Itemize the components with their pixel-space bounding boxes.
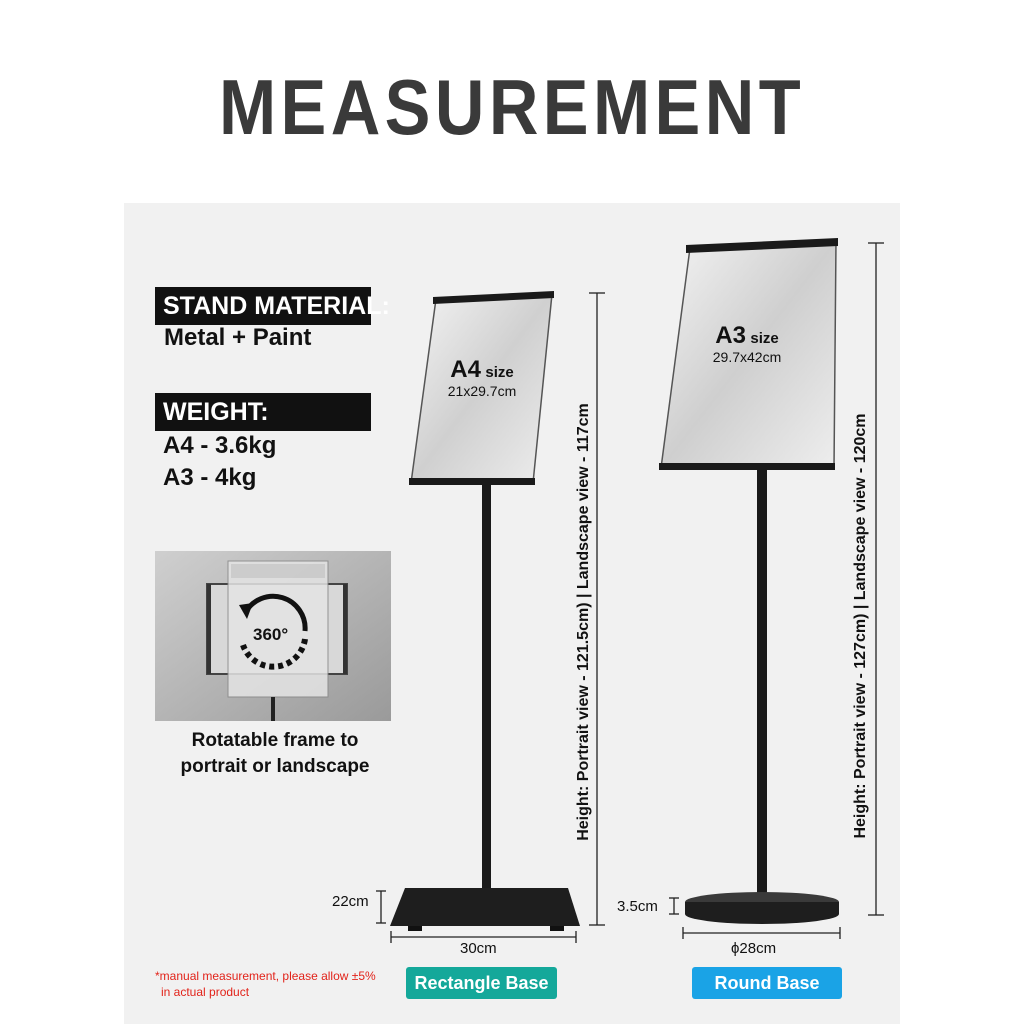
a3-height-label: Height: Portrait view - 127cm) | Landscape view - 120cm <box>852 413 869 839</box>
a3-frame-bottom-bar <box>659 463 835 470</box>
measurement-note <box>155 968 376 1000</box>
rotation-caption-line1: Rotatable frame to <box>191 730 359 751</box>
a4-size-big: A4 <box>450 356 481 383</box>
a4-size-dims: 21x29.7cm <box>447 383 517 399</box>
a4-size-small: size <box>485 364 514 381</box>
a4-rectangle-base <box>390 888 580 926</box>
rotation-badge: 360° <box>253 625 289 644</box>
a3-size-small: size <box>750 330 779 347</box>
a3-size-dims: 29.7x42cm <box>712 349 782 365</box>
material-value: Metal + Paint <box>164 324 312 351</box>
weight-heading: WEIGHT: <box>155 393 371 431</box>
a4-frame-bottom-bar <box>409 478 535 485</box>
rotation-caption-line2: portrait or landscape <box>180 756 370 777</box>
a4-size-label <box>432 356 532 399</box>
a4-pole <box>482 484 491 892</box>
material-heading: STAND MATERIAL: <box>155 287 371 325</box>
weight-a4: A4 - 3.6kg <box>163 432 277 459</box>
a3-base-height: 3.5cm <box>617 898 658 915</box>
measurement-note-line2: in actual product <box>161 985 250 999</box>
a3-round-base <box>685 902 839 924</box>
a3-base-width: ϕ28cm <box>731 940 777 957</box>
a3-size-big: A3 <box>715 322 746 349</box>
measurement-note-line1: *manual measurement, please allow ±5% <box>155 969 376 983</box>
a4-base-height: 22cm <box>332 893 369 910</box>
weight-a3: A3 - 4kg <box>163 464 257 491</box>
a3-pole <box>757 469 767 897</box>
a4-base-width: 30cm <box>460 940 497 957</box>
page-title: MEASUREMENT <box>218 63 806 151</box>
round-base-pill: Round Base <box>692 967 842 999</box>
rectangle-base-pill: Rectangle Base <box>406 967 557 999</box>
a3-size-label <box>692 322 802 365</box>
a4-height-label: Height: Portrait view - 121.5cm) | Landscape view - 117cm <box>575 403 592 841</box>
